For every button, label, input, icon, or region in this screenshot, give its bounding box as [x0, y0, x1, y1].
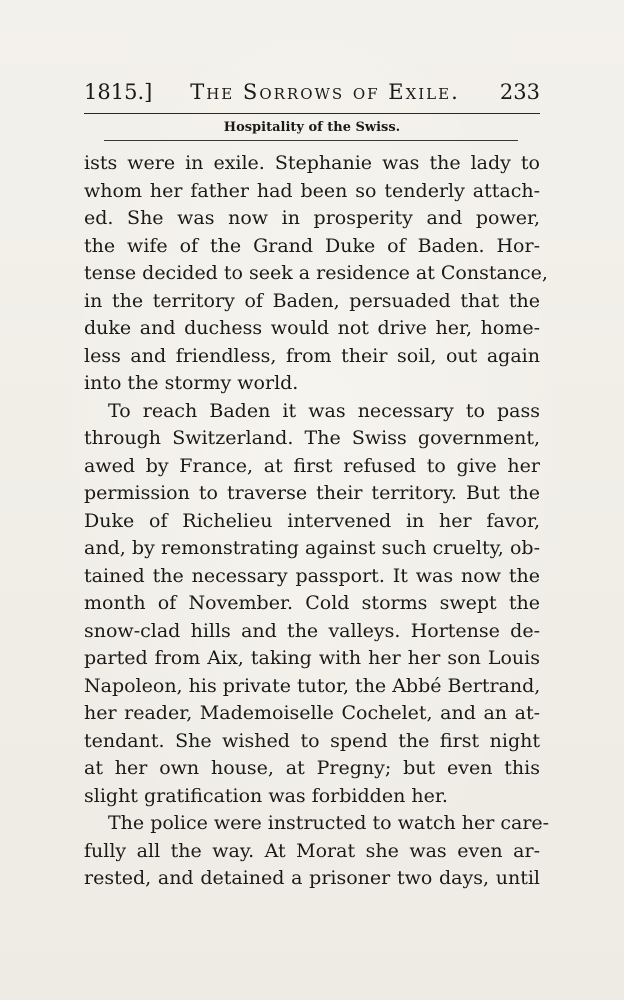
text-line: fully all the way. At Morat she was even ar-	[84, 839, 540, 862]
text-line: at her own house, at Pregny; but even this	[84, 757, 540, 779]
text-line: rested, and detained a prisoner two days, until	[84, 867, 540, 889]
text-line: duke and duchess would not drive her, home-	[84, 317, 540, 339]
text-line: tendant. She wished to spend the first night	[84, 729, 540, 752]
text-line: and, by remonstrating against such cruelty, ob-	[84, 537, 540, 559]
text-line: less and friendless, from their soil, out again	[84, 344, 540, 367]
running-head	[84, 76, 540, 108]
subheading-rule	[104, 140, 518, 141]
text-line: into the stormy world.	[84, 372, 299, 394]
text-line: Napoleon, his private tutor, the Abbé Bertrand,	[84, 674, 541, 697]
text-line: slight gratification was forbidden her.	[84, 784, 448, 807]
text-line: through Switzerland. The Swiss government,	[84, 427, 540, 449]
text-line: The police were instructed to watch her care-	[108, 812, 550, 834]
header-rule	[84, 113, 540, 114]
text-line: tense decided to seek a residence at Constance,	[84, 262, 548, 284]
running-head-year: 1815.]	[84, 80, 153, 104]
text-line: parted from Aix, taking with her her son Louis	[84, 647, 540, 669]
text-line: in the territory of Baden, persuaded that the	[84, 289, 540, 312]
text-line: her reader, Mademoiselle Cochelet, and an at-	[84, 702, 540, 724]
text-line: tained the necessary passport. It was now the	[84, 564, 540, 587]
subheading: Hospitality of the Swiss.	[223, 120, 401, 135]
page-number: 233	[499, 80, 540, 104]
text-line: ists were in exile. Stephanie was the lady to	[84, 152, 540, 174]
text-line: permission to traverse their territory. But the	[84, 482, 540, 504]
running-head-title: The Sorrows of Exile.	[190, 80, 460, 104]
text-line: ed. She was now in prosperity and power,	[84, 207, 540, 229]
text-line: whom her father had been so tenderly attach-	[84, 179, 540, 202]
text-line: To reach Baden it was necessary to pass	[108, 399, 540, 422]
text-line: awed by France, at first refused to give her	[84, 454, 540, 477]
text-line: Duke of Richelieu intervened in her favor,	[84, 509, 540, 532]
text-line: snow-clad hills and the valleys. Hortense de-	[84, 619, 540, 642]
text-line: the wife of the Grand Duke of Baden. Hor-	[84, 234, 540, 257]
body-text	[84, 150, 550, 893]
text-line: month of November. Cold storms swept the	[84, 592, 540, 614]
